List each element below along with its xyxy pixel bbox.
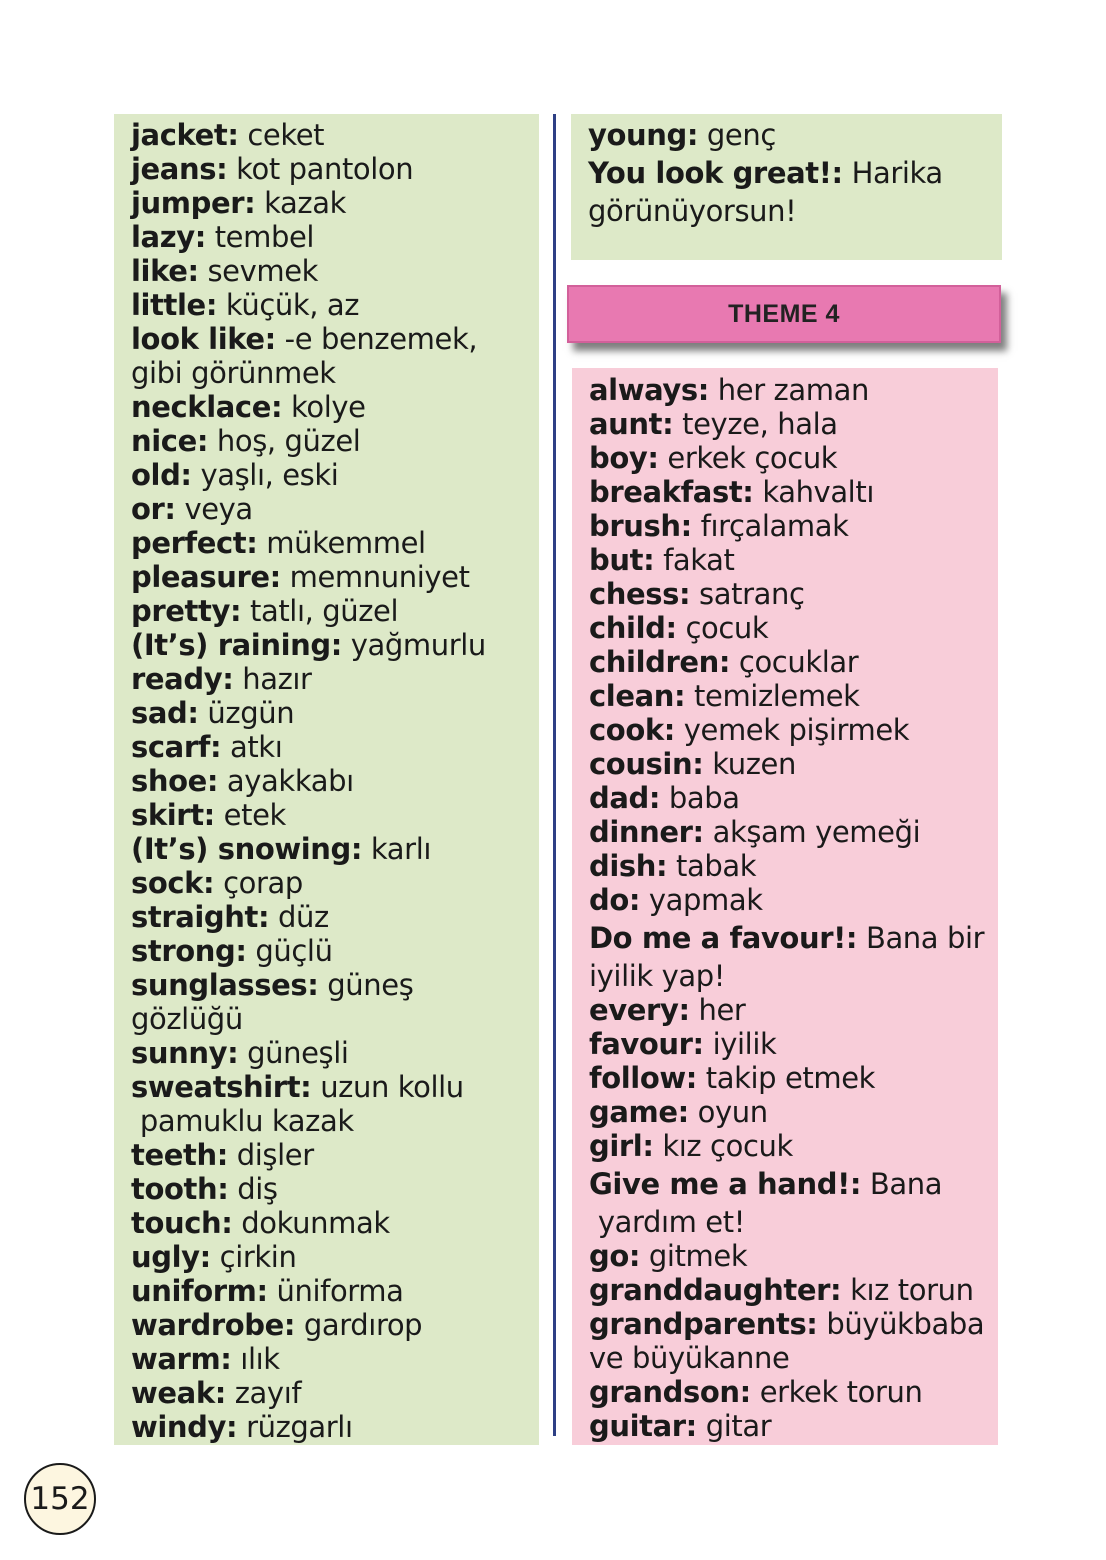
- vocabulary-term: jacket:: [131, 118, 239, 152]
- vocabulary-meaning: güneşli: [238, 1036, 349, 1070]
- vocabulary-entry: [589, 781, 998, 815]
- vocabulary-meaning: gitar: [696, 1409, 772, 1443]
- vocabulary-meaning: hazır: [233, 662, 312, 696]
- vocabulary-entry: [131, 594, 539, 628]
- vocabulary-term: sunglasses:: [131, 968, 319, 1002]
- vocabulary-meaning: fırçalamak: [691, 509, 849, 543]
- vocabulary-term: necklace:: [131, 390, 283, 424]
- vocabulary-term: uniform:: [131, 1274, 268, 1308]
- vocabulary-entry: [131, 1240, 539, 1274]
- vocabulary-meaning: yapmak: [640, 883, 763, 917]
- vocabulary-term: shoe:: [131, 764, 219, 798]
- vocabulary-meaning: üniforma: [267, 1274, 404, 1308]
- vocabulary-entry: [589, 1061, 998, 1095]
- vocabulary-term: child:: [589, 611, 677, 645]
- vocabulary-meaning: Harika: [842, 156, 943, 190]
- vocabulary-term: straight:: [131, 900, 270, 934]
- vocabulary-term: chess:: [589, 577, 691, 611]
- vocabulary-entry: [131, 866, 539, 900]
- vocabulary-meaning: ve büyükanne: [589, 1341, 790, 1375]
- vocabulary-meaning: Bana: [861, 1167, 943, 1201]
- vocabulary-term: or:: [131, 492, 176, 526]
- vocabulary-term: sock:: [131, 866, 215, 900]
- vocabulary-meaning: hoş, güzel: [208, 424, 361, 458]
- vocabulary-term: grandson:: [589, 1375, 751, 1409]
- vocabulary-term: weak:: [131, 1376, 226, 1410]
- vocabulary-meaning: genç: [698, 118, 776, 152]
- vocabulary-entry: [589, 747, 998, 781]
- vocabulary-meaning: kuzen: [703, 747, 796, 781]
- vocabulary-entry: [589, 577, 998, 611]
- vocabulary-term: girl:: [589, 1129, 654, 1163]
- vocabulary-meaning: görünüyorsun!: [588, 194, 797, 228]
- theme-label: THEME 4: [728, 299, 840, 328]
- vocabulary-entry: [589, 1027, 998, 1061]
- vocabulary-meaning: kız çocuk: [653, 1129, 793, 1163]
- vocabulary-term: aunt:: [589, 407, 674, 441]
- vocabulary-entry: [131, 288, 539, 322]
- vocabulary-meaning: etek: [214, 798, 286, 832]
- vocabulary-meaning: ceket: [238, 118, 325, 152]
- vocabulary-meaning: büyükbaba: [817, 1307, 985, 1341]
- vocabulary-entry: [131, 730, 539, 764]
- vocabulary-meaning: güneş: [318, 968, 414, 1002]
- vocabulary-entry: [131, 1342, 539, 1376]
- vocabulary-entry: [131, 764, 539, 798]
- vocabulary-entry: [589, 1129, 998, 1163]
- vocabulary-entry: [131, 696, 539, 730]
- vocabulary-term: teeth:: [131, 1138, 228, 1172]
- vocabulary-entry: [131, 458, 539, 492]
- vocabulary-term: granddaughter:: [589, 1273, 842, 1307]
- vocabulary-meaning: gözlüğü: [131, 1002, 243, 1036]
- vocabulary-entry: [131, 1002, 539, 1036]
- vocabulary-entry: [131, 254, 539, 288]
- vocabulary-meaning: gibi görünmek: [131, 356, 336, 390]
- vocabulary-entry: [589, 645, 998, 679]
- vocabulary-meaning: her zaman: [708, 373, 869, 407]
- vocabulary-entry: [131, 832, 539, 866]
- vocabulary-meaning: erkek çocuk: [658, 441, 838, 475]
- vocabulary-term: clean:: [589, 679, 686, 713]
- vocabulary-term: touch:: [131, 1206, 233, 1240]
- vocabulary-entry: [131, 560, 539, 594]
- vocabulary-list-top-right: [571, 114, 1002, 260]
- vocabulary-list-theme-4: [572, 368, 998, 1445]
- vocabulary-entry: [589, 1273, 998, 1307]
- vocabulary-entry: [589, 1167, 998, 1201]
- vocabulary-meaning: çirkin: [210, 1240, 297, 1274]
- vocabulary-term: cook:: [589, 713, 675, 747]
- vocabulary-entry: [589, 611, 998, 645]
- vocabulary-meaning: gardırop: [295, 1308, 423, 1342]
- vocabulary-entry: [131, 1308, 539, 1342]
- vocabulary-meaning: güçlü: [246, 934, 333, 968]
- vocabulary-meaning: dokunmak: [232, 1206, 390, 1240]
- vocabulary-meaning: küçük, az: [217, 288, 360, 322]
- vocabulary-entry: [589, 713, 998, 747]
- vocabulary-entry: [131, 492, 539, 526]
- vocabulary-term: guitar:: [589, 1409, 697, 1443]
- vocabulary-entry: [589, 815, 998, 849]
- vocabulary-entry: [131, 1138, 539, 1172]
- vocabulary-term: do:: [589, 883, 641, 917]
- vocabulary-meaning: takip etmek: [696, 1061, 876, 1095]
- vocabulary-term: ugly:: [131, 1240, 211, 1274]
- vocabulary-term: jumper:: [131, 186, 256, 220]
- vocabulary-list-left: [114, 114, 539, 1445]
- vocabulary-meaning: sevmek: [198, 254, 319, 288]
- vocabulary-entry: [131, 1206, 539, 1240]
- vocabulary-term: children:: [589, 645, 731, 679]
- vocabulary-meaning: baba: [660, 781, 740, 815]
- vocabulary-entry: [131, 526, 539, 560]
- vocabulary-term: jeans:: [131, 152, 228, 186]
- vocabulary-meaning: oyun: [688, 1095, 768, 1129]
- vocabulary-term: (It’s) raining:: [131, 628, 342, 662]
- vocabulary-entry: [131, 1172, 539, 1206]
- vocabulary-term: little:: [131, 288, 218, 322]
- vocabulary-entry: [589, 509, 998, 543]
- vocabulary-entry: [131, 220, 539, 254]
- vocabulary-term: You look great!:: [588, 156, 843, 190]
- vocabulary-entry: [131, 1104, 539, 1138]
- vocabulary-meaning: yağmurlu: [341, 628, 486, 662]
- vocabulary-term: skirt:: [131, 798, 215, 832]
- vocabulary-entry: [589, 1095, 998, 1129]
- vocabulary-entry: [131, 1376, 539, 1410]
- vocabulary-term: lazy:: [131, 220, 206, 254]
- vocabulary-meaning: Bana bir: [857, 921, 985, 955]
- vocabulary-term: warm:: [131, 1342, 232, 1376]
- vocabulary-entry: [131, 1036, 539, 1070]
- vocabulary-meaning: gitmek: [640, 1239, 748, 1273]
- vocabulary-entry: [131, 934, 539, 968]
- vocabulary-meaning: yemek pişirmek: [674, 713, 910, 747]
- vocabulary-entry: [131, 900, 539, 934]
- vocabulary-term: boy:: [589, 441, 659, 475]
- vocabulary-meaning: düz: [269, 900, 329, 934]
- vocabulary-term: look like:: [131, 322, 276, 356]
- vocabulary-term: perfect:: [131, 526, 258, 560]
- vocabulary-meaning: tatlı, güzel: [241, 594, 399, 628]
- vocabulary-meaning: uzun kollu: [311, 1070, 464, 1104]
- vocabulary-entry: [131, 798, 539, 832]
- vocabulary-meaning: ılık: [231, 1342, 280, 1376]
- vocabulary-entry: [589, 883, 998, 917]
- vocabulary-term: tooth:: [131, 1172, 229, 1206]
- vocabulary-entry: [589, 993, 998, 1027]
- vocabulary-term: windy:: [131, 1410, 238, 1444]
- vocabulary-term: favour:: [589, 1027, 704, 1061]
- vocabulary-meaning: -e benzemek,: [275, 322, 478, 356]
- vocabulary-term: old:: [131, 458, 192, 492]
- vocabulary-term: strong:: [131, 934, 247, 968]
- vocabulary-term: grandparents:: [589, 1307, 818, 1341]
- vocabulary-entry: [589, 475, 998, 509]
- vocabulary-entry: [131, 152, 539, 186]
- vocabulary-meaning: tembel: [205, 220, 315, 254]
- vocabulary-term: but:: [589, 543, 655, 577]
- vocabulary-term: nice:: [131, 424, 209, 458]
- vocabulary-meaning: dişler: [227, 1138, 314, 1172]
- vocabulary-meaning: fakat: [654, 543, 735, 577]
- vocabulary-meaning: iyilik yap!: [589, 959, 725, 993]
- vocabulary-meaning: çocuk: [676, 611, 769, 645]
- vocabulary-entry: [589, 407, 998, 441]
- vocabulary-entry: [131, 628, 539, 662]
- vocabulary-entry: [589, 959, 998, 993]
- vocabulary-entry: [589, 1307, 998, 1341]
- page-number: 152: [24, 1463, 96, 1535]
- vocabulary-entry: [131, 662, 539, 696]
- vocabulary-entry: [131, 118, 539, 152]
- vocabulary-meaning: temizlemek: [685, 679, 860, 713]
- vocabulary-term: sad:: [131, 696, 199, 730]
- vocabulary-term: wardrobe:: [131, 1308, 296, 1342]
- vocabulary-entry: [589, 441, 998, 475]
- vocabulary-entry: [589, 1409, 998, 1443]
- vocabulary-term: like:: [131, 254, 199, 288]
- vocabulary-meaning: yardım et!: [589, 1205, 745, 1239]
- vocabulary-entry: [588, 118, 1002, 152]
- vocabulary-entry: [588, 194, 1002, 228]
- vocabulary-meaning: mükemmel: [257, 526, 426, 560]
- vocabulary-term: ready:: [131, 662, 234, 696]
- vocabulary-meaning: kahvaltı: [753, 475, 874, 509]
- vocabulary-entry: [589, 1205, 998, 1239]
- vocabulary-meaning: satranç: [690, 577, 805, 611]
- vocabulary-entry: [131, 424, 539, 458]
- vocabulary-meaning: kazak: [255, 186, 347, 220]
- vocabulary-entry: [131, 968, 539, 1002]
- vocabulary-entry: [589, 1239, 998, 1273]
- vocabulary-term: every:: [589, 993, 690, 1027]
- vocabulary-meaning: ayakkabı: [218, 764, 354, 798]
- vocabulary-meaning: kolye: [282, 390, 366, 424]
- vocabulary-term: young:: [588, 118, 699, 152]
- vocabulary-meaning: çorap: [214, 866, 303, 900]
- vocabulary-meaning: atkı: [221, 730, 283, 764]
- vocabulary-meaning: veya: [175, 492, 253, 526]
- vocabulary-term: brush:: [589, 509, 692, 543]
- vocabulary-meaning: tabak: [667, 849, 757, 883]
- vocabulary-meaning: karlı: [362, 832, 432, 866]
- vocabulary-term: dinner:: [589, 815, 704, 849]
- vocabulary-entry: [589, 921, 998, 955]
- vocabulary-meaning: iyilik: [703, 1027, 777, 1061]
- vocabulary-entry: [131, 1274, 539, 1308]
- vocabulary-term: go:: [589, 1239, 641, 1273]
- vocabulary-meaning: rüzgarlı: [237, 1410, 353, 1444]
- vocabulary-entry: [131, 390, 539, 424]
- vocabulary-term: (It’s) snowing:: [131, 832, 363, 866]
- vocabulary-meaning: teyze, hala: [673, 407, 838, 441]
- vocabulary-meaning: üzgün: [198, 696, 295, 730]
- vocabulary-term: always:: [589, 373, 709, 407]
- vocabulary-entry: [588, 156, 1002, 190]
- vocabulary-meaning: çocuklar: [730, 645, 859, 679]
- theme-banner: [567, 285, 1001, 343]
- vocabulary-entry: [131, 1410, 539, 1444]
- vocabulary-meaning: kot pantolon: [227, 152, 414, 186]
- vocabulary-term: pleasure:: [131, 560, 281, 594]
- vocabulary-term: dish:: [589, 849, 668, 883]
- vocabulary-term: follow:: [589, 1061, 697, 1095]
- vocabulary-term: breakfast:: [589, 475, 754, 509]
- vocabulary-entry: [131, 1070, 539, 1104]
- vocabulary-term: cousin:: [589, 747, 704, 781]
- vocabulary-meaning: pamuklu kazak: [131, 1104, 354, 1138]
- vocabulary-term: game:: [589, 1095, 689, 1129]
- vocabulary-entry: [589, 679, 998, 713]
- vocabulary-term: sweatshirt:: [131, 1070, 312, 1104]
- vocabulary-term: Give me a hand!:: [589, 1167, 862, 1201]
- vocabulary-meaning: akşam yemeği: [703, 815, 921, 849]
- vocabulary-term: pretty:: [131, 594, 242, 628]
- vocabulary-term: dad:: [589, 781, 661, 815]
- vocabulary-meaning: erkek torun: [750, 1375, 923, 1409]
- vocabulary-meaning: her: [689, 993, 746, 1027]
- vocabulary-entry: [589, 1341, 998, 1375]
- vocabulary-term: Do me a favour!:: [589, 921, 858, 955]
- vocabulary-entry: [589, 1375, 998, 1409]
- vocabulary-entry: [131, 322, 539, 356]
- vocabulary-meaning: kız torun: [841, 1273, 974, 1307]
- vocabulary-meaning: diş: [228, 1172, 278, 1206]
- column-divider: [553, 114, 556, 1436]
- vocabulary-term: sunny:: [131, 1036, 239, 1070]
- vocabulary-entry: [589, 849, 998, 883]
- vocabulary-entry: [589, 373, 998, 407]
- vocabulary-term: scarf:: [131, 730, 222, 764]
- vocabulary-entry: [131, 186, 539, 220]
- vocabulary-entry: [131, 356, 539, 390]
- vocabulary-meaning: yaşlı, eski: [191, 458, 339, 492]
- vocabulary-entry: [589, 543, 998, 577]
- vocabulary-meaning: memnuniyet: [280, 560, 470, 594]
- vocabulary-meaning: zayıf: [225, 1376, 302, 1410]
